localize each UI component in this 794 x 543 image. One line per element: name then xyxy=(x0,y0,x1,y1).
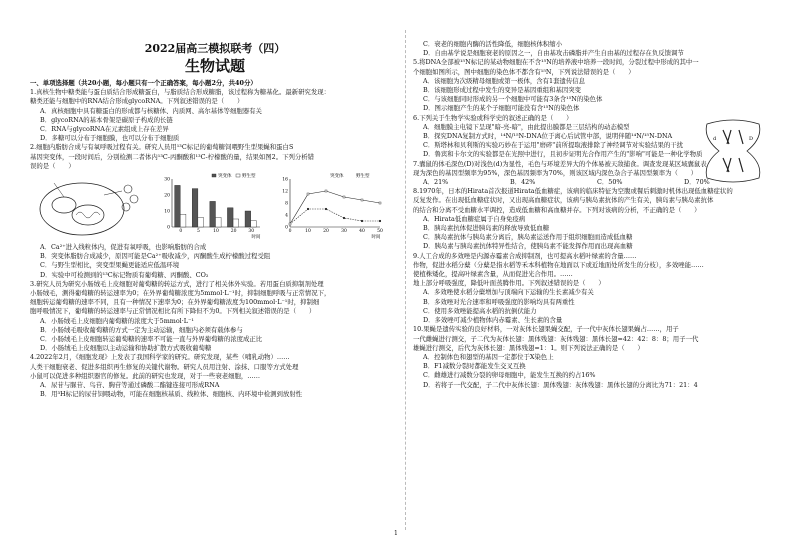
data-point xyxy=(307,193,309,195)
text-line: A．该细胞为次级精母细胞或第一极体，含有1套遗传信息 xyxy=(423,76,586,85)
text-line: 8.1970年，日本的Hirata首次报道Hirata低血糖症，该病的临床特征为空腹或餐后刺激时机体出现低血糖症状的 xyxy=(413,187,733,196)
tick-label: 20 xyxy=(164,193,170,199)
tick-label: 20 xyxy=(323,229,329,235)
legend-label: 突变体 xyxy=(218,174,232,180)
data-point xyxy=(379,220,381,222)
section-heading: 一、单项选择题（共20小题，每小题只有一个正确答案，每小题2分，共40分） xyxy=(30,79,257,87)
legend-label: 野生型 xyxy=(356,174,370,180)
text-line: D．若将子一代交配，子二代中灰体长翅：黑体残翅：灰体残翅：黑体长翅的分离比为71：21：4 xyxy=(423,380,698,389)
text-line: A．尿苷与脲苷、鸟苷、胸苷等通过磷酸二酯键连接可形成RNA xyxy=(40,381,220,390)
series-line xyxy=(290,191,380,224)
text-line: D．自由基学说是细胞衰老的原因之一，自由基攻击磷脂并产生自由基的过程存在负反馈调节 xyxy=(423,49,684,58)
text-line: 细胞转运葡萄糖的速率不同，且有一种情况下速率为0；在外界葡萄糖浓度为100mmol·L⁻¹时，抑制细 xyxy=(30,298,320,307)
left-question-block xyxy=(30,88,400,171)
data-point xyxy=(343,217,345,219)
text-line: 雄蝇进行测交，后代为灰体长翅：黑体残翅=1：1。则下列说法正确的是（ ） xyxy=(413,343,644,352)
text-line: B．多效唑对光合速率和呼吸强度的影响均具有两重性 xyxy=(423,297,575,306)
text-line: D．胰岛素与胰岛素抗体特异性结合，使胰岛素不能发挥作用而出现高血糖 xyxy=(423,242,633,251)
page-number: 1 xyxy=(394,530,398,537)
bar xyxy=(180,214,186,227)
data-point xyxy=(361,199,363,201)
data-point xyxy=(379,202,381,204)
text-line: 小鼠可以促进多种组织器官的修复。此前的研究也发现，对于一些衰老细胞，…… xyxy=(30,371,261,380)
text-line: 胞呼吸情况下，葡萄糖的转运速率与正常情况相比有所下降但不为0。下列相关叙述错误的是（ ） xyxy=(30,307,316,316)
right-question-block-2 xyxy=(413,187,771,389)
data-point xyxy=(307,208,309,210)
text-line: B．胰岛素抗体促进胰岛素的释放导致低血糖 xyxy=(423,224,550,233)
text-line: 4.2022年2月，《细胞发现》上发表了我国科学家的研究。研究发现，某些（哺乳动物）…… xyxy=(30,353,290,362)
tick-label: 10 xyxy=(164,209,170,215)
bar xyxy=(175,185,181,227)
line-chart-citrate xyxy=(276,173,388,239)
text-line: 使植株矮化，提高叶绿素含量，从而促进光合作用。…… xyxy=(413,270,573,279)
legend-label: 突变体 xyxy=(330,174,344,180)
text-line: A．Hirata低血糖症属于自身免疫病 xyxy=(423,214,526,223)
tick-label: 12 xyxy=(282,189,288,195)
exam-subject: 生物试题 xyxy=(184,57,245,75)
data-point xyxy=(361,220,363,222)
text-line: A．控制体色和翅型的基因一定都位于X染色上 xyxy=(423,352,554,361)
text-line: B．用³H标记的尿苷饲喂动物，可能在细胞核基质、线粒体、细胞核、内环境中检测到放射性 xyxy=(40,390,303,399)
bar xyxy=(233,219,239,227)
q7-option: A．21% xyxy=(423,178,449,187)
text-line: C．小肠绒毛上皮细胞转运葡萄糖的速率不可能一直与外界葡萄糖的浓度成正比 xyxy=(40,335,263,344)
text-line: B．突变体脂肪合成减少，原因可能是Ca²⁺吸收减少，丙酮酸生成柠檬酸过程受阻 xyxy=(40,252,271,261)
cell-division-diagram xyxy=(701,118,765,184)
bar-chart-pyruvate xyxy=(158,173,266,239)
text-line: B．该细胞形成过程中发生的变异是基因重组和基因突变 xyxy=(423,86,582,95)
tick-label: 0 xyxy=(179,229,183,235)
text-line: C．胰岛素抗体与胰岛素分离后，胰岛素运送作用于组织细胞而造成低血糖 xyxy=(423,233,633,242)
bar xyxy=(245,211,251,227)
tick-label: 5 xyxy=(196,229,200,235)
left-question-block-2 xyxy=(30,243,400,399)
tick-label: 4 xyxy=(285,213,288,219)
left-column xyxy=(30,40,400,399)
text-line: 6.下列关于生物学实验或科学史的叙述正确的是（ ） xyxy=(413,113,573,122)
text-line: C．使用多效唑能提高水稻的抗倒伏能力 xyxy=(423,306,537,315)
text-line: A．真核细胞中具有糖蛋白的形成都与核糖体、内质网、高尔基体等细胞器有关 xyxy=(40,106,262,115)
svg-text:d: d xyxy=(713,136,717,142)
text-line: D．图示细胞产生的某个子细胞可能没有含¹⁵N的染色体 xyxy=(423,104,580,113)
text-line: 误的是（ ） xyxy=(30,161,75,170)
bar xyxy=(210,201,216,227)
q7-option: D．70% xyxy=(684,178,710,187)
text-line: 糖类还能与细胞中的RNA结合形成glycoRNA。下列叙述错误的是（ ） xyxy=(30,97,244,106)
tick-label: 0 xyxy=(167,225,170,231)
tick-label: 10 xyxy=(305,229,311,235)
tick-label: 50 xyxy=(377,229,383,235)
text-line: A．多效唑使水稻分蘖增加与顶端向下运输的生长素减少有关 xyxy=(423,288,594,297)
tick-label: 0 xyxy=(285,225,288,231)
text-line: 1.真核生物中糖类能与蛋白质结合形成糖蛋白，与脂质结合形成糖脂，该过程称为糖基化。最新研究发现： xyxy=(30,88,331,97)
tick-label: 10 xyxy=(213,229,219,235)
text-line: B．glycoRNA的基本骨架是碳原子构成的长链 xyxy=(40,115,173,124)
series-line xyxy=(290,209,380,224)
bar xyxy=(227,208,233,227)
text-line: 反复发作。在出现低血糖症状时，又出现高血糖症状，该病与胰岛素抗体的产生有关，胰岛素与胰岛素抗体 xyxy=(413,196,714,205)
text-line: 9.人工合成的多效唑是内源赤霉素合成抑制剂，也可提高水稻叶绿素的含量…… xyxy=(413,251,637,260)
text-line: 一代雌蝇进行测交，子二代为灰体长翅：黑体残翅：灰体残翅：黑体长翅=42：42：8：8；用子一代 xyxy=(413,334,699,343)
data-point xyxy=(325,208,327,210)
text-line: B．探究DNA复制方式时，¹⁴N/¹⁵N-DNA位于离心后试管中部，说明伴随¹⁴N/¹⁵N-DNA xyxy=(423,132,673,141)
text-line: 作物，促进水稻分蘖（分蘖是指水稻等禾本科植物在地面以下或近地面处所发生的分枝），多效唑能…… xyxy=(413,260,704,269)
text-line: C．衰老的细胞内酶的活性降低，细胞核体积缩小 xyxy=(423,40,563,48)
exam-title: 2022届高三模拟联考（四） xyxy=(144,42,286,55)
tick-label: 30 xyxy=(164,177,170,183)
text-line: 现为深色的基因型频率为95%，深色基因频率为70%，则该区域内深色杂合子基因型频率为（ ） xyxy=(413,168,698,177)
x-axis-label: 时间 xyxy=(371,235,381,240)
data-point xyxy=(289,223,291,225)
figure-2 xyxy=(30,173,400,241)
data-point xyxy=(325,190,327,192)
text-line: 3.研究人员为研究小肠绒毛上皮细胞对葡萄糖的转运方式，进行了相关体外实验。若用蛋白质抑制剂处理 xyxy=(30,279,324,288)
text-line: D．小肠绒毛上皮细胞以主动运输和协助扩散方式吸收葡萄糖 xyxy=(40,344,212,353)
text-line: D．鲁宾和卡尔文的实验都是在光照中进行，且初步证明光合作用产生的"影响"可能是一种化学物质 xyxy=(423,150,703,159)
text-line: C．RNA与glycoRNA在元素组成上存在差异 xyxy=(40,125,169,134)
tick-label: 0 xyxy=(288,229,292,235)
text-line: 个细胞如图所示，图中细胞的染色体不都含有¹⁵N，下列说法错误的是（ ） xyxy=(413,67,635,76)
text-line: 小肠绒毛，测得葡萄糖的转运速率为0；在外界葡萄糖浓度为5mmol·L⁻¹时，抑制细胞呼吸与正常情况下， xyxy=(30,289,331,298)
text-line: D．多糖可以分布于细胞膜，也可以分布于细胞质 xyxy=(40,134,180,143)
tick-label: 8 xyxy=(285,201,288,207)
text-line: C．与野生型相比，突变型果蝇更能适应低温环境 xyxy=(40,261,180,270)
text-line: B．F1减数分裂时都能发生交叉互换 xyxy=(423,362,526,371)
q7-option: C．50% xyxy=(597,178,623,187)
svg-text:D: D xyxy=(749,136,754,142)
text-line: A．细胞膜主电镜下呈现"暗-亮-暗"，由此提出膜都是三层结构的动态模型 xyxy=(423,122,630,131)
text-line: C．雌雄进行减数分裂的卵母细胞中，能发生互换的约占16% xyxy=(423,371,596,380)
text-line: 2.细胞内脂肪合成与有氧呼吸过程有关。研究人员用¹³C标记的葡萄糖饲喂野生型果蝇和蛋白S xyxy=(30,143,294,152)
text-line: 的结合和分离不受血糖水平调控，造成低血糖和高血糖并存。下列对该病的分析，不正确的是（ ） xyxy=(413,205,701,214)
bar xyxy=(192,189,198,227)
text-line: C．与该细胞同时形成的另一个细胞中可能有3条含¹⁵N的染色体 xyxy=(423,95,603,104)
text-line: D．实验中可检测到的¹³C标记物质有葡萄糖、丙酮酸、CO₂ xyxy=(40,270,209,279)
tick-label: 16 xyxy=(282,177,288,183)
x-axis-label: 时间 xyxy=(251,235,261,240)
text-line: 基因突变体，一段时间后，分别检测二者体内¹³C-丙酮酸和¹³C-柠檬酸的量，结果如图2。下列分析错 xyxy=(30,152,315,161)
legend-swatch xyxy=(212,174,216,177)
tick-label: 30 xyxy=(341,229,347,235)
bar xyxy=(251,221,257,227)
legend-label: 野生型 xyxy=(242,174,256,180)
text-line: 10.果蝇是遗传实验的良好材料，一对灰体长翅果蝇交配，子一代中灰体长翅果蝇占……，用子 xyxy=(413,325,679,334)
text-line: 7.囊鼠的体毛深色(D)对浅色(d)为显性，毛色与环境差异大的个体易被天敌捕食。调查发现某区域囊鼠表 xyxy=(413,159,707,168)
text-line: C．斯塔林和贝利斯的实验巧妙在于运用"磨碎"前所提取液排除了神经调节对实验结果的干扰 xyxy=(423,141,684,150)
text-line: 地上部分呼吸强度，降低叶面蒸腾作用。下列叙述错误的是（ ） xyxy=(413,279,605,288)
tick-label: 20 xyxy=(230,229,237,235)
legend-swatch xyxy=(236,174,240,177)
tick-label: 40 xyxy=(359,229,365,235)
tick-label: 30 xyxy=(248,229,255,235)
text-line: A．小肠绒毛上皮细胞内葡萄糖的浓度大于5mmol·L⁻¹ xyxy=(40,316,194,325)
bar xyxy=(198,217,204,227)
bar xyxy=(215,217,221,227)
text-line: D．多效唑可减少植物体内赤霉素、生长素的含量 xyxy=(423,316,563,325)
text-line: 人类干细胞衰老、促进多组织再生修复的关键代谢物。研究人员用注射、涂抹、口服等方式处理 xyxy=(30,362,299,371)
right-column xyxy=(413,40,771,390)
text-line: A．Ca²⁺进入线粒体内，促进有氧呼吸，也影响脂肪的合成 xyxy=(40,243,207,252)
q7-option: B．42% xyxy=(510,178,536,187)
text-line: 5.将DNA全部被¹⁵N标记的某动物细胞在不含¹⁵N的培养液中培养一段时间，分裂过程中形成的其中一 xyxy=(413,58,699,67)
data-point xyxy=(343,196,345,198)
column-divider xyxy=(405,30,406,530)
cell-diagram xyxy=(34,175,146,237)
text-line: B．小肠绒毛吸收葡萄糖的方式一定为主动运输，细胞内必须有载体参与 xyxy=(40,325,243,334)
